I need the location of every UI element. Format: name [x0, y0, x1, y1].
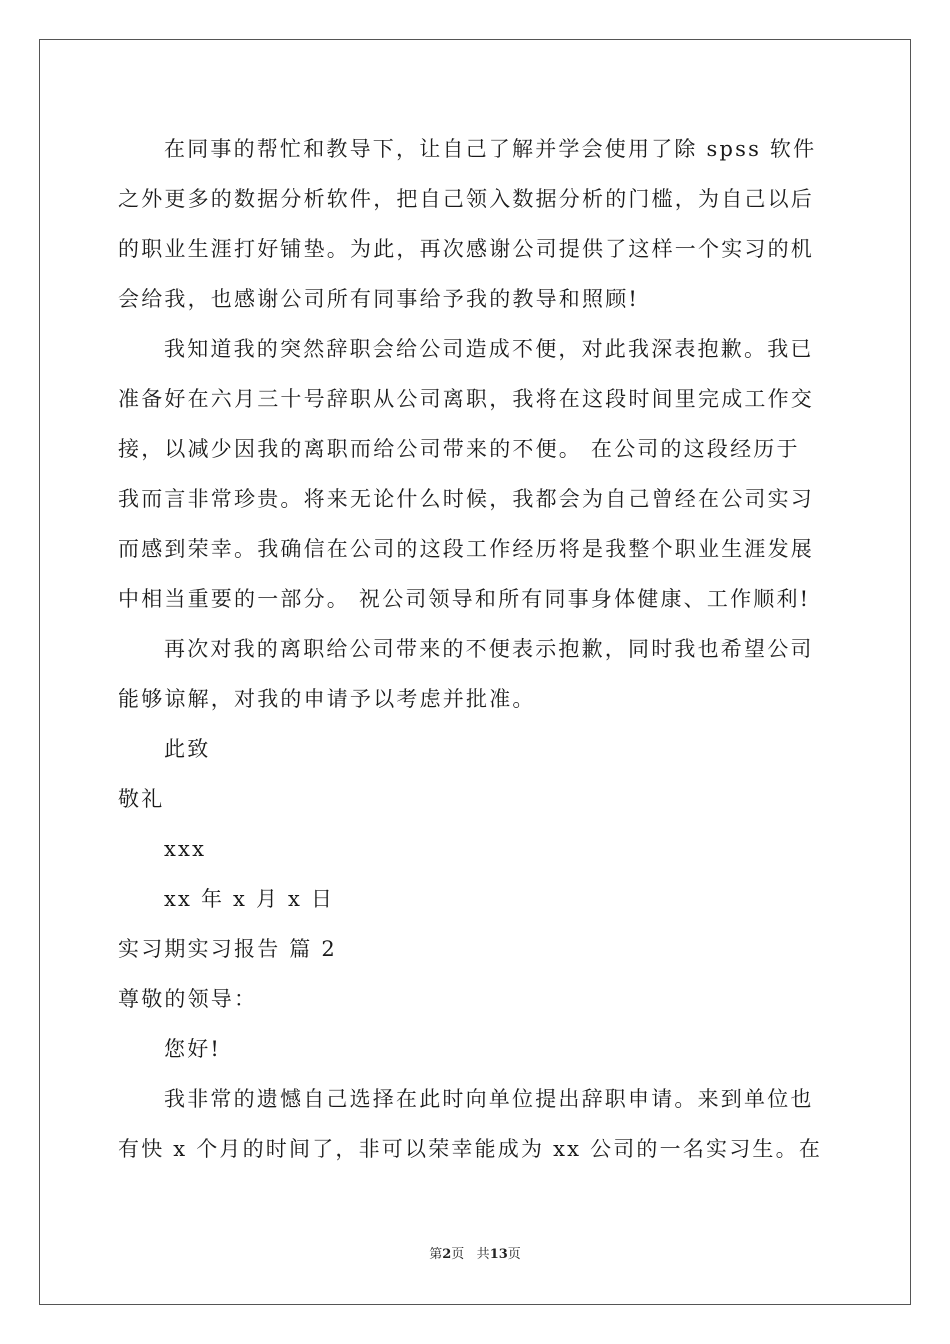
letter-hello: 您好! — [164, 1037, 222, 1061]
signature-name: xxx — [164, 837, 207, 861]
page-number: 2 — [442, 1247, 452, 1262]
closing-salutation: 此致 — [164, 737, 211, 761]
paragraph-line: 我而言非常珍贵。将来无论什么时候，我都会为自己曾经在公司实习 — [118, 487, 814, 511]
total-suffix: 页 — [507, 1247, 521, 1262]
paragraph-line: 我知道我的突然辞职会给公司造成不便，对此我深表抱歉。我已 — [164, 337, 814, 361]
page-border — [39, 39, 911, 1305]
signature-date: xx 年 x 月 x 日 — [164, 887, 335, 911]
page-prefix: 第 — [429, 1247, 443, 1262]
total-prefix: 共 — [476, 1247, 490, 1262]
paragraph-line: 而感到荣幸。我确信在公司的这段工作经历将是我整个职业生涯发展 — [118, 537, 814, 561]
paragraph-line: 会给我，也感谢公司所有同事给予我的教导和照顾! — [118, 287, 640, 311]
paragraph-line: 再次对我的离职给公司带来的不便表示抱歉，同时我也希望公司 — [164, 637, 814, 661]
paragraph-line: 接，以减少因我的离职而给公司带来的不便。 在公司的这段经历于 — [118, 437, 800, 461]
closing-respect: 敬礼 — [118, 787, 165, 811]
section-heading: 实习期实习报告 篇 2 — [118, 937, 337, 961]
paragraph-line: 的职业生涯打好铺垫。为此，再次感谢公司提供了这样一个实习的机 — [118, 237, 814, 261]
paragraph-line: 之外更多的数据分析软件，把自己领入数据分析的门槛，为自己以后 — [118, 187, 814, 211]
paragraph-line: 准备好在六月三十号辞职从公司离职，我将在这段时间里完成工作交 — [118, 387, 814, 411]
letter-greeting: 尊敬的领导： — [118, 987, 258, 1011]
paragraph-line: 有快 x 个月的时间了，非可以荣幸能成为 xx 公司的一名实习生。在 — [118, 1137, 823, 1161]
paragraph-line: 中相当重要的一部分。 祝公司领导和所有同事身体健康、工作顺利! — [118, 587, 811, 611]
total-pages: 13 — [489, 1247, 508, 1262]
paragraph-line: 我非常的遗憾自己选择在此时向单位提出辞职申请。来到单位也 — [164, 1087, 814, 1111]
page-suffix: 页 — [451, 1247, 465, 1262]
paragraph-line: 能够谅解，对我的申请予以考虑并批准。 — [118, 687, 536, 711]
page-footer — [0, 1246, 950, 1264]
paragraph-line: 在同事的帮忙和教导下，让自己了解并学会使用了除 spss 软件 — [164, 137, 817, 161]
